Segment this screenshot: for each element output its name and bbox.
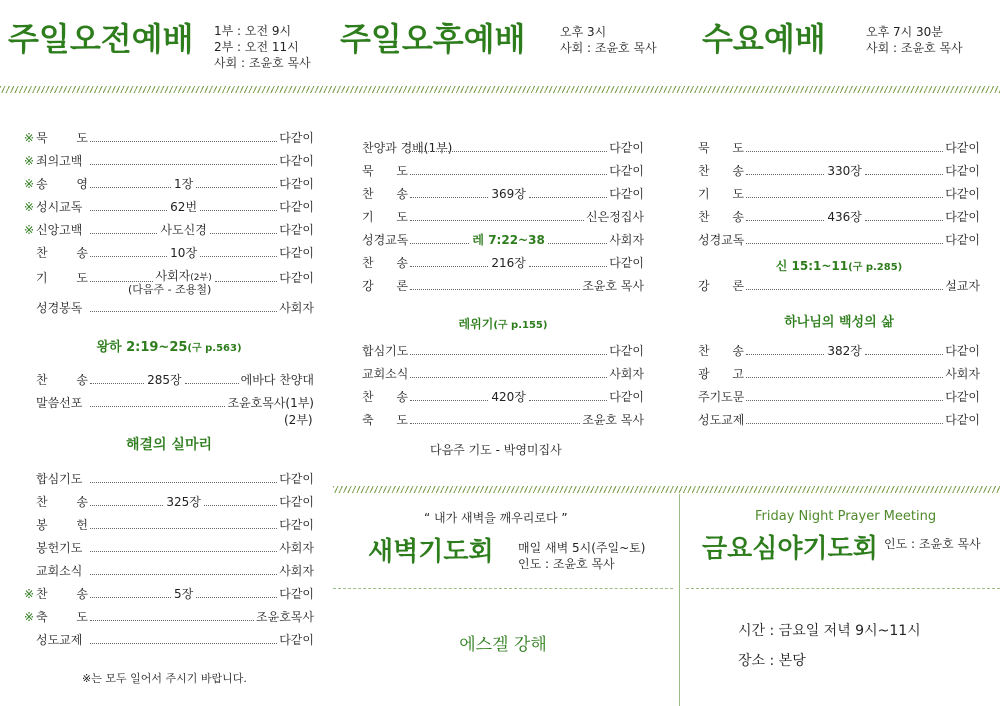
order-label: 성도교제: [698, 413, 745, 427]
leader-dots: [90, 210, 167, 211]
order-detail-text: 사회자: [155, 269, 191, 283]
leader-dots: [410, 354, 607, 355]
leader-dots: [410, 423, 580, 424]
order-label: 성도교제: [36, 633, 83, 647]
order-value: 다같이: [945, 413, 980, 427]
leader-dots: [410, 174, 607, 175]
order-label: 성경교독: [698, 233, 745, 247]
order-row: [24, 245, 314, 261]
order-value: 사회자: [609, 233, 644, 247]
leader-dots: [90, 643, 277, 644]
order-row: [362, 366, 644, 382]
order-value: 다같이: [279, 472, 314, 486]
leader-dots: [746, 289, 943, 290]
order-label: 묵 도: [698, 141, 744, 155]
dawn-quote: “ 내가 새벽을 깨우리로다 ”: [424, 511, 568, 525]
morning-service-info: [214, 23, 311, 71]
order-row: [698, 366, 980, 382]
leader-dots: [746, 377, 943, 378]
standing-marker: ※: [24, 610, 35, 624]
order-value: 다같이: [609, 141, 644, 155]
order-label: 찬 송: [362, 390, 408, 404]
order-label: 광 고: [698, 367, 744, 381]
order-detail-text: 62번: [170, 200, 198, 214]
leader-dots: [196, 187, 277, 188]
order-detail-text: 369장: [491, 187, 526, 201]
order-value: 다같이: [279, 131, 314, 145]
order-value: 다같이: [609, 256, 644, 270]
order-value: 조윤호 목사: [582, 413, 644, 427]
wednesday-scripture: [698, 257, 980, 274]
wednesday-sermon-title: 하나님의 백성의 삶: [784, 315, 894, 330]
order-value: 다같이: [279, 246, 314, 260]
dawn-prayer-info: [518, 540, 645, 572]
order-value: 다같이: [279, 200, 314, 214]
leader-dots: [90, 164, 277, 165]
order-value: 다같이: [279, 154, 314, 168]
wednesday-scripture-page: (구 p.285): [848, 262, 903, 273]
order-label: 찬 송: [698, 164, 744, 178]
order-label: 교회소식: [36, 564, 83, 578]
order-label: 찬 송: [36, 495, 88, 509]
order-value: 사회자: [945, 367, 980, 381]
order-detail: [173, 176, 194, 192]
order-detail: [490, 389, 527, 405]
afternoon-book-page: (구 p.155): [493, 320, 548, 331]
order-detail-text: 5장: [174, 587, 194, 601]
order-row: [24, 222, 314, 238]
order-label: 합심기도: [36, 472, 83, 486]
order-value: 다같이: [279, 518, 314, 532]
order-value: 다같이: [945, 233, 980, 247]
order-row: [362, 255, 644, 271]
dawn-prayer-title: 새벽기도회: [368, 537, 494, 567]
order-label: 묵 도: [36, 131, 88, 145]
bottom-divider: [333, 486, 1000, 493]
order-row: [698, 209, 980, 225]
order-value: 다같이: [609, 344, 644, 358]
order-value: 설교자: [945, 279, 980, 293]
order-value: 신은정집사: [586, 210, 644, 224]
order-value: 조윤호목사: [256, 610, 314, 624]
leader-dots: [410, 266, 488, 267]
afternoon-host: 사회 : 조윤호 목사: [560, 41, 657, 55]
order-value: 다같이: [609, 390, 644, 404]
order-value: 조윤호 목사: [582, 279, 644, 293]
order-label: 축 도: [362, 413, 408, 427]
order-label: 신앙고백: [36, 223, 83, 237]
leader-dots: [200, 256, 277, 257]
morning-first-service-time: 1부 : 오전 9시: [214, 24, 292, 38]
leader-dots: [90, 528, 277, 529]
order-row: [24, 586, 314, 602]
order-row: [362, 278, 644, 294]
afternoon-next-prayer: 다음주 기도 - 박영미집사: [430, 443, 562, 457]
dawn-leader: 인도 : 조윤호 목사: [518, 557, 615, 571]
leader-dots: [746, 197, 943, 198]
order-value: 다같이: [279, 177, 315, 191]
order-row: [698, 163, 980, 179]
order-row: [24, 199, 314, 215]
order-value: 다같이: [945, 210, 980, 224]
order-detail: [146, 372, 183, 388]
order-detail: [826, 163, 863, 179]
leader-dots: [90, 256, 167, 257]
dawn-time: 매일 새벽 5시(주일~토): [518, 541, 646, 555]
morning-second-service-time: 2부 : 오전 11시: [214, 40, 299, 54]
order-value: 다같이: [945, 187, 980, 201]
standing-marker: ※: [24, 200, 35, 214]
order-row: [362, 412, 644, 428]
morning-host: 사회 : 조윤호 목사: [214, 56, 311, 70]
order-row: [24, 632, 314, 648]
leader-dots: [865, 220, 943, 221]
order-row: [698, 140, 980, 156]
order-value: 사회자: [279, 541, 314, 555]
leader-dots: [90, 311, 277, 312]
leader-dots: [90, 383, 144, 384]
prayer-next-week: (다음주 - 조용철): [128, 283, 212, 296]
order-value: 다같이: [945, 164, 980, 178]
leader-dots: [410, 400, 488, 401]
order-detail-text: 330장: [827, 164, 862, 178]
order-label: 교회소식: [362, 367, 409, 381]
leader-dots: [90, 187, 171, 188]
order-detail-text: 1장: [174, 177, 194, 191]
order-row: [24, 517, 314, 533]
leader-dots: [410, 289, 580, 290]
order-label: 성경봉독: [36, 301, 83, 315]
order-detail-text: 285장: [147, 373, 182, 387]
order-label: 기 도: [36, 271, 88, 285]
order-label: 찬 송: [36, 246, 88, 260]
order-row: [24, 176, 314, 192]
friday-leader: 인도 : 조윤호 목사: [884, 537, 981, 551]
order-row: [24, 395, 314, 411]
order-label: 기 도: [362, 210, 408, 224]
leader-dots: [746, 354, 824, 355]
leader-dots: [90, 141, 277, 142]
leader-dots: [196, 597, 277, 598]
leader-dots: [90, 597, 171, 598]
order-value: 사회자: [609, 367, 644, 381]
order-label: 성시교독: [36, 200, 83, 214]
leader-dots: [410, 220, 584, 221]
order-detail: [169, 199, 198, 215]
order-label: 강 론: [362, 279, 408, 293]
order-detail: [490, 255, 527, 271]
leader-dots: [410, 377, 607, 378]
second-service-note: (2부): [284, 413, 313, 427]
leader-dots: [90, 406, 225, 407]
order-row: [24, 609, 314, 625]
order-value: 사회자: [279, 564, 314, 578]
order-row: [24, 471, 314, 487]
order-detail-text: 382장: [827, 344, 862, 358]
order-label: 찬 송: [698, 344, 744, 358]
wednesday-time: 오후 7시 30분: [866, 25, 943, 39]
afternoon-service-title: 주일오후예배: [340, 20, 526, 58]
leader-dots: [90, 574, 277, 575]
order-label: 말씀선포: [36, 396, 83, 410]
order-row: [698, 278, 980, 294]
order-label: 찬 송: [698, 210, 744, 224]
order-label: 강 론: [698, 279, 744, 293]
bottom-column-divider: [679, 494, 680, 706]
order-label: 찬 송: [36, 373, 88, 387]
order-label: 합심기도: [362, 344, 409, 358]
order-value: 다같이: [945, 141, 980, 155]
order-detail-note: (2부): [190, 273, 212, 283]
order-detail: [165, 494, 202, 510]
order-row: [362, 389, 644, 405]
leader-dots: [746, 423, 943, 424]
order-value: 조윤호목사(1부): [227, 396, 314, 410]
order-row: [362, 209, 644, 225]
order-value: 다같이: [279, 587, 315, 601]
friday-time: 시간 : 금요일 저녁 9시~11시: [738, 623, 921, 639]
leader-dots: [548, 243, 607, 244]
order-label: 봉 헌: [36, 518, 88, 532]
order-detail: [159, 222, 207, 238]
order-label: 찬 송: [36, 587, 88, 601]
morning-sermon-title: 해결의 실마리: [125, 437, 213, 453]
friday-place: 장소 : 본당: [738, 653, 806, 669]
order-row: [698, 412, 980, 428]
wednesday-service-info: [866, 24, 963, 56]
order-row: [698, 343, 980, 359]
order-label: 찬 송: [362, 256, 408, 270]
order-row: [24, 130, 314, 146]
morning-service-title: 주일오전예배: [8, 20, 194, 58]
order-label: 찬양과 경배(1부): [362, 141, 453, 155]
standing-marker: ※: [24, 587, 35, 601]
leader-dots: [410, 243, 469, 244]
leader-dots: [746, 400, 943, 401]
order-value: 다같이: [609, 187, 644, 201]
order-value: 다같이: [279, 495, 314, 509]
standing-marker: ※: [24, 223, 35, 237]
afternoon-heading: [362, 315, 644, 332]
order-detail: [169, 245, 198, 261]
leader-dots: [865, 354, 943, 355]
dawn-divider: [333, 588, 673, 589]
leader-dots: [865, 174, 943, 175]
wednesday-service-title: 수요예배: [702, 20, 826, 58]
order-label: 죄의고백: [36, 154, 83, 168]
leader-dots: [746, 220, 824, 221]
order-row: [362, 232, 644, 248]
order-value: 다같이: [279, 223, 314, 237]
order-detail-text: 216장: [491, 256, 526, 270]
leader-dots: [90, 551, 277, 552]
order-detail-text: 레 7:22~38: [472, 233, 545, 247]
leader-dots: [204, 505, 277, 506]
order-row: [24, 540, 314, 556]
afternoon-time: 오후 3시: [560, 25, 607, 39]
friday-subtitle: Friday Night Prayer Meeting: [755, 509, 937, 524]
wednesday-scripture-reference: 신 15:1~11: [775, 259, 849, 273]
morning-scripture: [24, 336, 314, 355]
order-value: 다같이: [279, 271, 315, 285]
order-detail: [826, 209, 863, 225]
leader-dots: [200, 210, 277, 211]
order-row: [24, 153, 314, 169]
order-value: 에바다 찬양대: [240, 373, 314, 387]
standing-marker: ※: [24, 177, 35, 191]
order-row: [698, 389, 980, 405]
order-label: 찬 송: [362, 187, 408, 201]
leader-dots: [746, 174, 824, 175]
dawn-lecture: 에스겔 강해: [459, 635, 547, 655]
order-label: 기 도: [698, 187, 744, 201]
order-row: [24, 300, 314, 316]
order-detail-text: 420장: [491, 390, 526, 404]
order-value: 다같이: [279, 633, 314, 647]
leader-dots: [185, 383, 239, 384]
order-detail: [471, 232, 545, 248]
leader-dots: [529, 197, 607, 198]
order-detail: [490, 186, 527, 202]
leader-dots: [410, 197, 488, 198]
friday-prayer-title: 금요심야기도회: [702, 534, 878, 564]
order-detail-text: 사도신경: [160, 223, 207, 237]
order-value: 다같이: [945, 390, 980, 404]
friday-divider: [686, 588, 1000, 589]
order-value: 다같이: [609, 164, 644, 178]
leader-dots: [90, 482, 277, 483]
afternoon-book: 레위기: [458, 317, 494, 331]
order-label: 송 영: [36, 177, 88, 191]
leader-dots: [746, 243, 943, 244]
order-label: 묵 도: [362, 164, 408, 178]
order-detail-text: 325장: [166, 495, 201, 509]
leader-dots: [90, 505, 163, 506]
header-divider: [0, 86, 1000, 93]
standing-marker: ※: [24, 131, 35, 145]
standing-marker: ※: [24, 154, 35, 168]
scripture-page: (구 p.563): [187, 343, 242, 354]
scripture-reference: 왕하 2:19~25: [96, 340, 188, 355]
afternoon-service-info: [560, 24, 657, 56]
wednesday-host: 사회 : 조윤호 목사: [866, 41, 963, 55]
order-row: [24, 494, 314, 510]
order-row: [24, 372, 314, 388]
order-label: 주기도문: [698, 390, 745, 404]
leader-dots: [529, 266, 607, 267]
order-row: [698, 232, 980, 248]
order-label: 봉헌기도: [36, 541, 83, 555]
order-row: [362, 343, 644, 359]
order-detail-text: 10장: [170, 246, 198, 260]
order-detail: [173, 586, 194, 602]
order-row: [698, 186, 980, 202]
leader-dots: [90, 233, 157, 234]
leader-dots: [746, 151, 943, 152]
leader-dots: [410, 151, 607, 152]
order-row: [362, 140, 644, 156]
order-label: 축 도: [36, 610, 88, 624]
order-value: 다같이: [945, 344, 980, 358]
order-row: [362, 186, 644, 202]
order-detail-text: 436장: [827, 210, 862, 224]
leader-dots: [529, 400, 607, 401]
leader-dots: [210, 233, 277, 234]
order-row: [362, 163, 644, 179]
leader-dots: [215, 281, 278, 282]
leader-dots: [90, 620, 254, 621]
order-row: [24, 563, 314, 579]
order-value: 사회자: [279, 301, 314, 315]
standing-footnote: ※는 모두 일어서 주시기 바랍니다.: [82, 672, 247, 685]
order-label: 성경교독: [362, 233, 409, 247]
order-detail: [826, 343, 863, 359]
